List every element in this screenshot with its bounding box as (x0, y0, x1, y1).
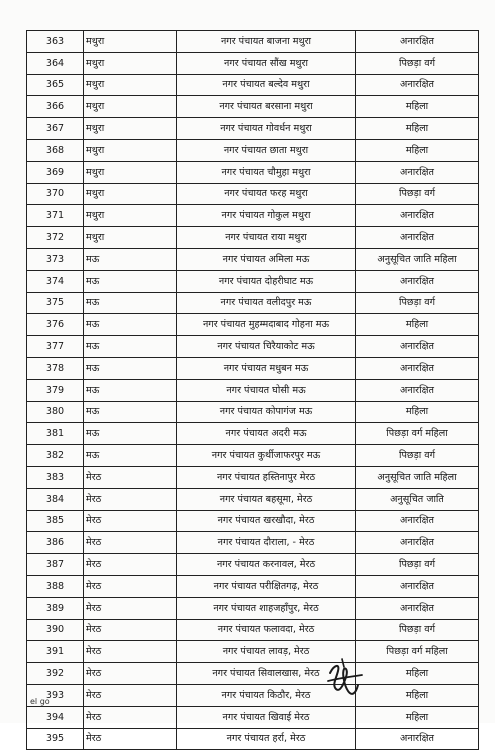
serial-number-cell: 376 (27, 314, 84, 336)
reservation-category-cell: महिला (356, 118, 479, 140)
serial-number-cell: 370 (27, 183, 84, 205)
district-cell: मऊ (84, 401, 177, 423)
reservation-category-cell: अनारक्षित (356, 270, 479, 292)
reservation-category-cell: अनारक्षित (356, 357, 479, 379)
table-row (27, 379, 479, 401)
table-row (27, 270, 479, 292)
serial-number-cell: 378 (27, 357, 84, 379)
table-row (27, 96, 479, 118)
district-cell: मथुरा (84, 227, 177, 249)
table-row (27, 423, 479, 445)
reservation-category-cell: महिला (356, 706, 479, 728)
district-cell: मथुरा (84, 31, 177, 53)
district-cell: मऊ (84, 314, 177, 336)
district-cell: मऊ (84, 270, 177, 292)
district-cell: मथुरा (84, 183, 177, 205)
reservation-category-cell: अनारक्षित (356, 31, 479, 53)
nagar-panchayat-name-cell: नगर पंचायत गोकुल मथुरा (177, 205, 356, 227)
reservation-category-cell: महिला (356, 139, 479, 161)
table-row (27, 31, 479, 53)
nagar-panchayat-name-cell: नगर पंचायत किठौर, मेरठ (177, 684, 356, 706)
reservation-category-cell: पिछड़ा वर्ग (356, 619, 479, 641)
reservation-category-cell: अनारक्षित (356, 161, 479, 183)
serial-number-cell: 373 (27, 248, 84, 270)
serial-number-cell: 382 (27, 445, 84, 467)
reservation-category-cell: पिछड़ा वर्ग (356, 554, 479, 576)
serial-number-cell: 386 (27, 532, 84, 554)
nagar-panchayat-name-cell: नगर पंचायत करनावल, मेरठ (177, 554, 356, 576)
nagar-panchayat-name-cell: नगर पंचायत अमिला मऊ (177, 248, 356, 270)
serial-number-cell: 379 (27, 379, 84, 401)
serial-number-cell: 394 (27, 706, 84, 728)
table-row (27, 706, 479, 728)
district-cell: मथुरा (84, 161, 177, 183)
nagar-panchayat-name-cell: नगर पंचायत वलीदपुर मऊ (177, 292, 356, 314)
table-row (27, 728, 479, 750)
nagar-panchayat-name-cell: नगर पंचायत खिवाई मेरठ (177, 706, 356, 728)
district-cell: मऊ (84, 292, 177, 314)
table-row (27, 619, 479, 641)
reservation-category-cell: पिछड़ा वर्ग (356, 292, 479, 314)
serial-number-cell: 374 (27, 270, 84, 292)
nagar-panchayat-name-cell: नगर पंचायत शाहजहाँपुर, मेरठ (177, 597, 356, 619)
nagar-panchayat-name-cell: नगर पंचायत चौमुहा मथुरा (177, 161, 356, 183)
nagar-panchayat-name-cell: नगर पंचायत फरह मथुरा (177, 183, 356, 205)
handwritten-signature (322, 655, 366, 705)
serial-number-cell: 377 (27, 336, 84, 358)
nagar-panchayat-name-cell: नगर पंचायत छाता मथुरा (177, 139, 356, 161)
serial-number-cell: 393 (27, 684, 84, 706)
table-row (27, 357, 479, 379)
nagar-panchayat-name-cell: नगर पंचायत चिरैयाकोट मऊ (177, 336, 356, 358)
district-cell: मेरठ (84, 532, 177, 554)
table-row (27, 684, 479, 706)
table-row (27, 445, 479, 467)
reservation-category-cell: पिछड़ा वर्ग (356, 445, 479, 467)
district-cell: मेरठ (84, 488, 177, 510)
reservation-category-cell: महिला (356, 663, 479, 685)
serial-number-cell: 395 (27, 728, 84, 750)
district-cell: मथुरा (84, 96, 177, 118)
nagar-panchayat-name-cell: नगर पंचायत लावड़, मेरठ (177, 641, 356, 663)
reservation-category-cell: अनारक्षित (356, 510, 479, 532)
table-row (27, 663, 479, 685)
serial-number-cell: 388 (27, 575, 84, 597)
nagar-panchayat-name-cell: नगर पंचायत हर्रा, मेरठ (177, 728, 356, 750)
district-cell: मेरठ (84, 684, 177, 706)
nagar-panchayat-name-cell: नगर पंचायत अदरी मऊ (177, 423, 356, 445)
reservation-category-cell: अनारक्षित (356, 205, 479, 227)
district-cell: मेरठ (84, 641, 177, 663)
table-row (27, 488, 479, 510)
district-cell: मेरठ (84, 706, 177, 728)
district-cell: मेरठ (84, 466, 177, 488)
table-row (27, 314, 479, 336)
nagar-panchayat-name-cell: नगर पंचायत सौंख मथुरा (177, 52, 356, 74)
nagar-panchayat-name-cell: नगर पंचायत फलावदा, मेरठ (177, 619, 356, 641)
serial-number-cell: 385 (27, 510, 84, 532)
serial-number-cell: 367 (27, 118, 84, 140)
table-row (27, 227, 479, 249)
district-cell: मऊ (84, 248, 177, 270)
table-row (27, 74, 479, 96)
serial-number-cell: 391 (27, 641, 84, 663)
reservation-category-cell: अनारक्षित (356, 532, 479, 554)
serial-number-cell: 369 (27, 161, 84, 183)
reservation-category-cell: पिछड़ा वर्ग (356, 183, 479, 205)
reservation-category-cell: महिला (356, 684, 479, 706)
table-row (27, 466, 479, 488)
serial-number-cell: 363 (27, 31, 84, 53)
nagar-panchayat-name-cell: नगर पंचायत हस्तिनापुर मेरठ (177, 466, 356, 488)
table-row (27, 401, 479, 423)
nagar-panchayat-name-cell: नगर पंचायत कुर्थीजाफरपुर मऊ (177, 445, 356, 467)
reservation-category-cell: अनारक्षित (356, 227, 479, 249)
district-cell: मथुरा (84, 52, 177, 74)
serial-number-cell: 372 (27, 227, 84, 249)
district-cell: मथुरा (84, 118, 177, 140)
nagar-panchayat-name-cell: नगर पंचायत गोवर्धन मथुरा (177, 118, 356, 140)
district-cell: मऊ (84, 336, 177, 358)
table-row (27, 248, 479, 270)
footer-code: el go (30, 697, 50, 706)
district-cell: मथुरा (84, 205, 177, 227)
reservation-category-cell: अनारक्षित (356, 379, 479, 401)
nagar-panchayat-name-cell: नगर पंचायत परीक्षितगढ़, मेरठ (177, 575, 356, 597)
table-row (27, 161, 479, 183)
serial-number-cell: 381 (27, 423, 84, 445)
table-row (27, 205, 479, 227)
district-cell: मऊ (84, 423, 177, 445)
district-cell: मेरठ (84, 619, 177, 641)
serial-number-cell: 384 (27, 488, 84, 510)
reservation-category-cell: महिला (356, 314, 479, 336)
table-row (27, 139, 479, 161)
serial-number-cell: 389 (27, 597, 84, 619)
district-cell: मेरठ (84, 510, 177, 532)
table-row (27, 183, 479, 205)
nagar-panchayat-name-cell: नगर पंचायत दोहरीघाट मऊ (177, 270, 356, 292)
serial-number-cell: 392 (27, 663, 84, 685)
serial-number-cell: 375 (27, 292, 84, 314)
nagar-panchayat-name-cell: नगर पंचायत कोपागंज मऊ (177, 401, 356, 423)
reservation-category-cell: अनुसूचित जाति महिला (356, 248, 479, 270)
reservation-category-cell: अनुसूचित जाति महिला (356, 466, 479, 488)
reservation-category-cell: अनारक्षित (356, 597, 479, 619)
serial-number-cell: 365 (27, 74, 84, 96)
district-cell: मेरठ (84, 663, 177, 685)
district-cell: मेरठ (84, 597, 177, 619)
reservation-category-cell: अनारक्षित (356, 575, 479, 597)
serial-number-cell: 366 (27, 96, 84, 118)
reservation-category-cell: अनुसूचित जाति (356, 488, 479, 510)
nagar-panchayat-name-cell: नगर पंचायत मुहम्मदाबाद गोहना मऊ (177, 314, 356, 336)
table-row (27, 52, 479, 74)
serial-number-cell: 368 (27, 139, 84, 161)
reservation-category-cell: पिछड़ा वर्ग महिला (356, 641, 479, 663)
nagar-panchayat-name-cell: नगर पंचायत खरखौदा, मेरठ (177, 510, 356, 532)
serial-number-cell: 383 (27, 466, 84, 488)
serial-number-cell: 387 (27, 554, 84, 576)
nagar-panchayat-name-cell: नगर पंचायत बाजना मथुरा (177, 31, 356, 53)
table-row (27, 554, 479, 576)
serial-number-cell: 371 (27, 205, 84, 227)
reservation-category-cell: महिला (356, 96, 479, 118)
nagar-panchayat-name-cell: नगर पंचायत घोसी मऊ (177, 379, 356, 401)
nagar-panchayat-name-cell: नगर पंचायत मधुबन मऊ (177, 357, 356, 379)
district-cell: मेरठ (84, 728, 177, 750)
reservation-table (26, 30, 479, 750)
table-row (27, 118, 479, 140)
serial-number-cell: 390 (27, 619, 84, 641)
serial-number-cell: 380 (27, 401, 84, 423)
nagar-panchayat-name-cell: नगर पंचायत बहसूमा, मेरठ (177, 488, 356, 510)
reservation-category-cell: पिछड़ा वर्ग महिला (356, 423, 479, 445)
nagar-panchayat-name-cell: नगर पंचायत बरसाना मथुरा (177, 96, 356, 118)
table-row (27, 292, 479, 314)
nagar-panchayat-name-cell: नगर पंचायत सिवालखास, मेरठ (177, 663, 356, 685)
district-cell: मऊ (84, 357, 177, 379)
district-cell: मऊ (84, 445, 177, 467)
district-cell: मऊ (84, 379, 177, 401)
table-row (27, 575, 479, 597)
nagar-panchayat-name-cell: नगर पंचायत दौराला, - मेरठ (177, 532, 356, 554)
reservation-category-cell: पिछड़ा वर्ग (356, 52, 479, 74)
district-cell: मेरठ (84, 554, 177, 576)
reservation-category-cell: अनारक्षित (356, 74, 479, 96)
nagar-panchayat-name-cell: नगर पंचायत राया मथुरा (177, 227, 356, 249)
nagar-panchayat-name-cell: नगर पंचायत बल्देव मथुरा (177, 74, 356, 96)
reservation-category-cell: अनारक्षित (356, 728, 479, 750)
reservation-category-cell: महिला (356, 401, 479, 423)
district-cell: मथुरा (84, 74, 177, 96)
table-row (27, 510, 479, 532)
table-row (27, 641, 479, 663)
table-row (27, 336, 479, 358)
reservation-category-cell: अनारक्षित (356, 336, 479, 358)
table-row (27, 597, 479, 619)
serial-number-cell: 364 (27, 52, 84, 74)
district-cell: मथुरा (84, 139, 177, 161)
reservation-table-body (27, 31, 479, 750)
table-row (27, 532, 479, 554)
district-cell: मेरठ (84, 575, 177, 597)
